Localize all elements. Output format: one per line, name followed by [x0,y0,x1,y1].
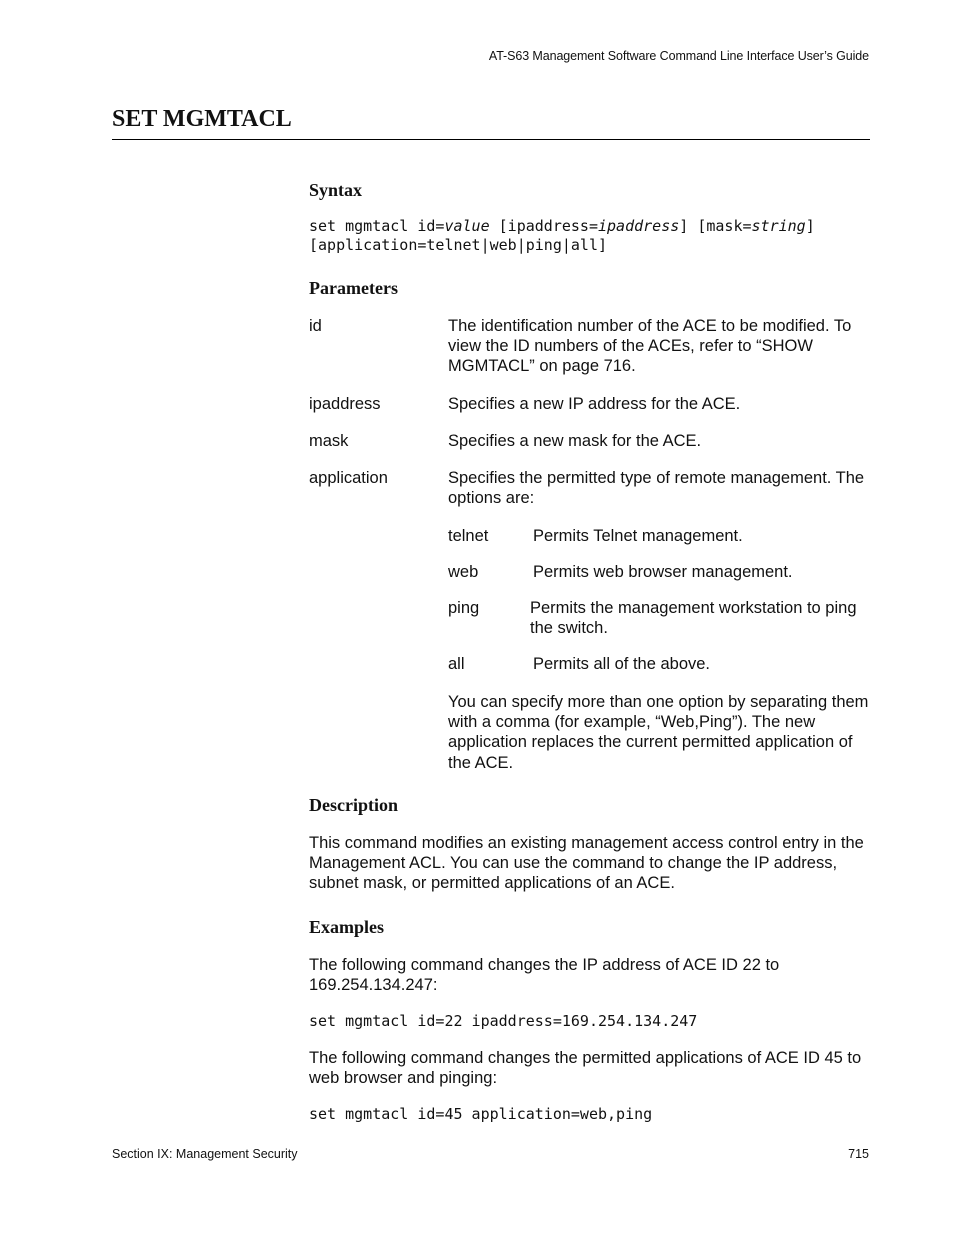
syntax-heading: Syntax [309,180,363,200]
param-name-ipaddress: ipaddress [309,395,381,413]
syntax-var-value: value [444,217,490,235]
syntax-end: ] [805,217,815,235]
param-name-id: id [309,317,322,335]
description-text: This command modifies an existing management access control entry in the Management ACL. You can use the command to change the IP address, subnet mask, or permitted applications of an ACE. [309,834,864,893]
application-note: You can specify more than one option by separating them with a comma (for example, “Web,Ping”). The new application replaces the current permitted application of the ACE. [448,693,869,772]
param-name-mask: mask [309,432,349,450]
running-header: AT-S63 Management Software Command Line Interface User’s Guide [488,49,869,63]
option-desc-telnet: Permits Telnet management. [533,527,743,545]
param-desc-mask: Specifies a new mask for the ACE. [448,432,702,450]
syntax-mid1: [ipaddress= [489,217,598,235]
syntax-var-string: string [751,217,806,235]
param-desc-id: The identification number of the ACE to be modified. To view the ID numbers of the ACEs, refer to “SHOW MGMTACL” on page 716. [448,317,852,376]
syntax-line-1 [309,217,815,236]
examples-heading: Examples [309,917,385,937]
option-name-ping: ping [448,599,480,617]
syntax-var-ipaddress: ipaddress [598,217,680,235]
option-name-telnet: telnet [448,527,489,545]
title-rule [112,139,870,140]
option-desc-ping: Permits the management workstation to ping the switch. [530,599,857,638]
syntax-mid2: ] [mask= [679,217,752,235]
param-desc-application: Specifies the permitted type of remote management. The options are: [448,469,865,508]
footer-page-number: 715 [848,1147,869,1161]
option-desc-web: Permits web browser management. [533,563,793,581]
example-1-text: The following command changes the IP address of ACE ID 22 to 169.254.134.247: [309,956,780,995]
example-1-code: set mgmtacl id=22 ipaddress=169.254.134.247 [309,1012,698,1030]
option-desc-all: Permits all of the above. [533,655,711,673]
param-name-application: application [309,469,388,487]
description-heading: Description [309,795,398,815]
syntax-cmd: set mgmtacl id= [309,217,445,235]
option-name-all: all [448,655,465,673]
footer-section: Section IX: Management Security [112,1147,298,1161]
page-title: SET MGMTACL [112,106,292,132]
syntax-line-2: [application=telnet|web|ping|all] [309,236,608,254]
example-2-code: set mgmtacl id=45 application=web,ping [309,1105,653,1123]
option-name-web: web [448,563,479,581]
param-desc-ipaddress: Specifies a new IP address for the ACE. [448,395,741,413]
parameters-heading: Parameters [309,278,398,298]
example-2-text: The following command changes the permitted applications of ACE ID 45 to web browser and pinging: [309,1049,862,1088]
